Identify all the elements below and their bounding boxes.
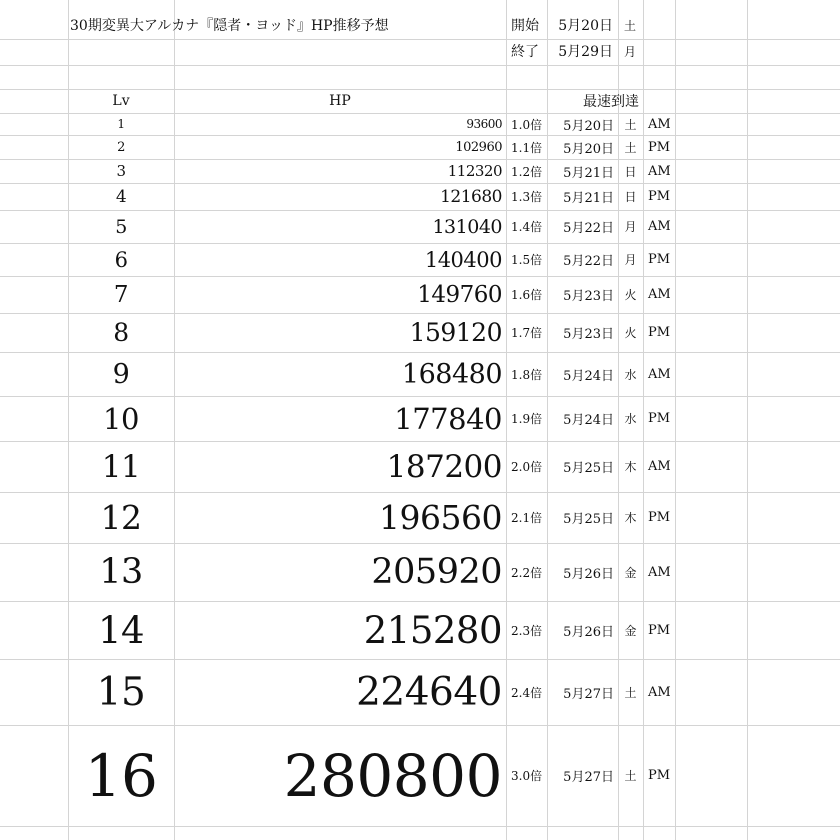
lv-cell[interactable]: 15 [96,669,146,715]
date-cell[interactable]: 5月22日 [563,221,614,236]
date-cell[interactable]: 5月23日 [563,327,614,342]
multiplier-cell[interactable]: 1.3倍 [511,190,543,204]
ampm-cell[interactable]: AM [648,287,671,302]
multiplier-cell[interactable]: 1.8倍 [511,367,543,382]
weekday-cell[interactable]: 土 [624,140,637,155]
multiplier-cell[interactable]: 1.5倍 [511,253,543,267]
weekday-cell[interactable]: 金 [624,623,637,638]
multiplier-cell[interactable]: 1.7倍 [511,326,543,340]
ampm-cell[interactable]: PM [648,768,671,783]
weekday-cell[interactable]: 金 [624,565,637,580]
date-cell[interactable]: 5月24日 [563,368,614,384]
date-cell[interactable]: 5月21日 [563,191,614,206]
ampm-cell[interactable]: PM [648,139,671,155]
date-cell[interactable]: 5月21日 [563,165,614,181]
lv-cell[interactable]: 7 [113,281,129,308]
weekday-cell[interactable]: 木 [624,511,637,525]
weekday-cell[interactable]: 水 [624,412,637,426]
lv-cell[interactable]: 10 [103,401,139,436]
weekday-cell[interactable]: 土 [624,685,637,700]
hp-cell[interactable]: 149760 [417,281,502,308]
lv-cell[interactable]: 8 [113,318,129,347]
hp-cell[interactable]: 140400 [424,247,502,272]
weekday-cell[interactable]: 水 [624,367,637,382]
hp-cell[interactable]: 112320 [447,162,502,180]
hp-cell[interactable]: 187200 [386,448,502,485]
end-label[interactable]: 終了 [511,44,539,60]
hp-cell[interactable]: 121680 [440,186,502,207]
lv-cell[interactable]: 14 [97,608,145,652]
ampm-cell[interactable]: PM [648,189,671,204]
multiplier-cell[interactable]: 2.3倍 [511,623,543,638]
ampm-cell[interactable]: AM [648,116,671,132]
header-hp[interactable]: HP [329,93,351,109]
ampm-cell[interactable]: AM [648,564,671,580]
multiplier-cell[interactable]: 1.6倍 [511,288,543,302]
multiplier-cell[interactable]: 1.4倍 [511,220,543,234]
hp-cell[interactable]: 224640 [356,669,502,715]
lv-cell[interactable]: 6 [114,247,128,272]
lv-cell[interactable]: 2 [117,139,125,155]
lv-cell[interactable]: 9 [112,358,130,390]
lv-cell[interactable]: 13 [99,552,143,592]
multiplier-cell[interactable]: 1.0倍 [511,117,543,132]
lv-cell[interactable]: 11 [101,448,141,485]
date-cell[interactable]: 5月23日 [563,289,614,304]
ampm-cell[interactable]: PM [648,510,671,525]
start-label[interactable]: 開始 [511,18,539,34]
multiplier-cell[interactable]: 2.4倍 [511,685,543,700]
weekday-cell[interactable]: 土 [624,117,637,132]
lv-cell[interactable]: 5 [115,215,127,238]
header-fastest[interactable]: 最速到達 [583,94,639,110]
weekday-cell[interactable]: 月 [624,253,637,267]
multiplier-cell[interactable]: 2.1倍 [511,511,543,525]
start-day[interactable]: 土 [623,18,636,33]
weekday-cell[interactable]: 火 [624,326,637,340]
hp-cell[interactable]: 177840 [394,401,502,436]
hp-cell[interactable]: 205920 [371,552,502,592]
start-date[interactable]: 5月20日 [558,18,613,34]
weekday-cell[interactable]: 土 [624,769,637,783]
ampm-cell[interactable]: AM [648,684,671,700]
end-day[interactable]: 月 [623,44,636,59]
ampm-cell[interactable]: PM [648,411,671,426]
row-gridline [0,826,840,827]
hp-cell[interactable]: 159120 [409,318,502,347]
weekday-cell[interactable]: 日 [624,190,637,204]
lv-cell[interactable]: 4 [115,186,127,207]
date-cell[interactable]: 5月20日 [563,118,614,134]
date-cell[interactable]: 5月20日 [563,141,614,157]
weekday-cell[interactable]: 木 [624,460,637,474]
row-gridline [0,65,840,66]
multiplier-cell[interactable]: 1.9倍 [511,412,543,426]
date-cell[interactable]: 5月26日 [563,624,614,640]
multiplier-cell[interactable]: 2.0倍 [511,460,543,474]
ampm-cell[interactable]: PM [648,252,671,267]
column-gridline [643,0,644,840]
multiplier-cell[interactable]: 1.1倍 [511,140,543,155]
lv-cell[interactable]: 3 [116,162,126,180]
end-date[interactable]: 5月29日 [558,44,613,60]
multiplier-cell[interactable]: 1.2倍 [511,164,543,179]
hp-cell[interactable]: 196560 [379,498,502,537]
date-cell[interactable]: 5月26日 [563,566,614,582]
hp-cell[interactable]: 131040 [432,215,502,238]
row-gridline [0,39,840,40]
ampm-cell[interactable]: PM [648,622,671,638]
date-cell[interactable]: 5月25日 [563,512,614,527]
weekday-cell[interactable]: 火 [624,288,637,302]
date-cell[interactable]: 5月24日 [563,413,614,428]
ampm-cell[interactable]: AM [648,219,671,234]
column-gridline [747,0,748,840]
multiplier-cell[interactable]: 3.0倍 [511,769,543,783]
ampm-cell[interactable]: PM [648,325,671,340]
lv-cell[interactable]: 12 [100,498,142,537]
hp-cell[interactable]: 168480 [401,358,502,390]
ampm-cell[interactable]: AM [648,163,671,179]
date-cell[interactable]: 5月22日 [563,254,614,269]
weekday-cell[interactable]: 月 [624,220,637,234]
header-lv[interactable]: Lv [112,93,130,109]
date-cell[interactable]: 5月25日 [563,461,614,476]
hp-cell[interactable]: 215280 [363,608,502,652]
date-cell[interactable]: 5月27日 [563,770,614,785]
hp-cell[interactable]: 102960 [455,139,502,155]
date-cell[interactable]: 5月27日 [563,686,614,702]
column-gridline [506,0,507,840]
ampm-cell[interactable]: AM [648,366,671,382]
lv-cell[interactable]: 1 [117,117,125,131]
column-gridline [675,0,676,840]
hp-cell[interactable]: 93600 [466,117,502,131]
sheet-title[interactable]: 30期変異大アルカナ『隠者・ヨッド』HP推移予想 [70,18,389,34]
weekday-cell[interactable]: 日 [624,164,637,179]
hp-cell[interactable]: 280800 [283,741,502,810]
ampm-cell[interactable]: AM [648,459,671,474]
multiplier-cell[interactable]: 2.2倍 [511,565,543,580]
lv-cell[interactable]: 16 [84,741,158,810]
